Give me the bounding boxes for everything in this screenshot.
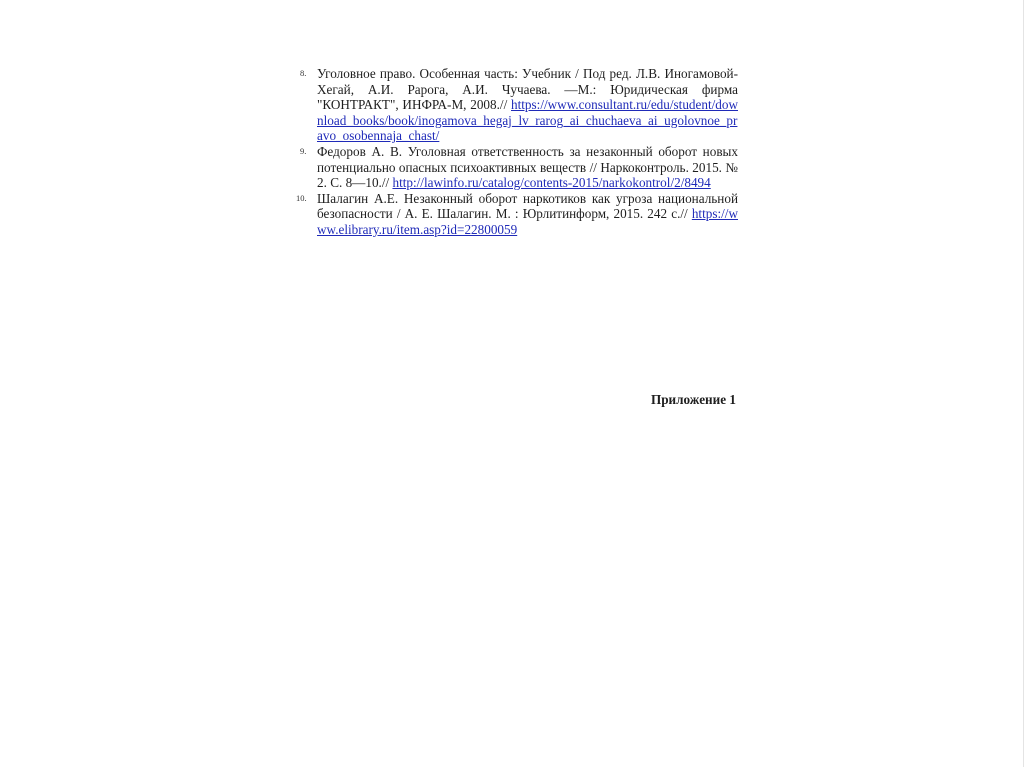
- reference-list-section: [296, 66, 738, 238]
- reference-text: Федоров А. В. Уголовная ответственность за незаконный оборот новых потенциально опасных психоактивных веществ // Наркоконтроль. 2015. № 2. С. 8—10.//: [317, 143, 738, 191]
- reference-number: 10.: [296, 192, 307, 203]
- reference-number: 9.: [300, 145, 307, 156]
- reference-number: 8.: [300, 68, 307, 78]
- appendix-heading: Приложение 1: [650, 392, 736, 407]
- reference-link[interactable]: https://www.consultant.ru/edu/student/download_books/book/inogamova_hegaj_lv_rarog_ai_chuchaeva_ai_ugolovnoe_pravo_osobennaja_chast/: [317, 97, 738, 144]
- reference-item-10: [296, 190, 738, 238]
- reference-link[interactable]: https://www.elibrary.ru/item.asp?id=22800059: [317, 206, 738, 237]
- reference-list: [296, 66, 738, 238]
- reference-text: Уголовное право. Особенная часть: Учебник / Под ред. Л.В. Иногамовой-Хегай, А.И. Рарога, А.И. Чучаева. —М.: Юридическая фирма "КОНТРАКТ", ИНФРА-М, 2008.//: [317, 66, 738, 113]
- reference-item-8: [302, 66, 738, 144]
- reference-link[interactable]: http://lawinfo.ru/catalog/contents-2015/narkokontrol/2/8494: [392, 175, 711, 191]
- reference-text: Шалагин А.Е. Незаконный оборот наркотиков как угроза национальной безопасности / А. Е. Шалагин. М. : Юрлитинформ, 2015. 242 с.//: [317, 190, 738, 222]
- reference-item-9: [302, 144, 738, 191]
